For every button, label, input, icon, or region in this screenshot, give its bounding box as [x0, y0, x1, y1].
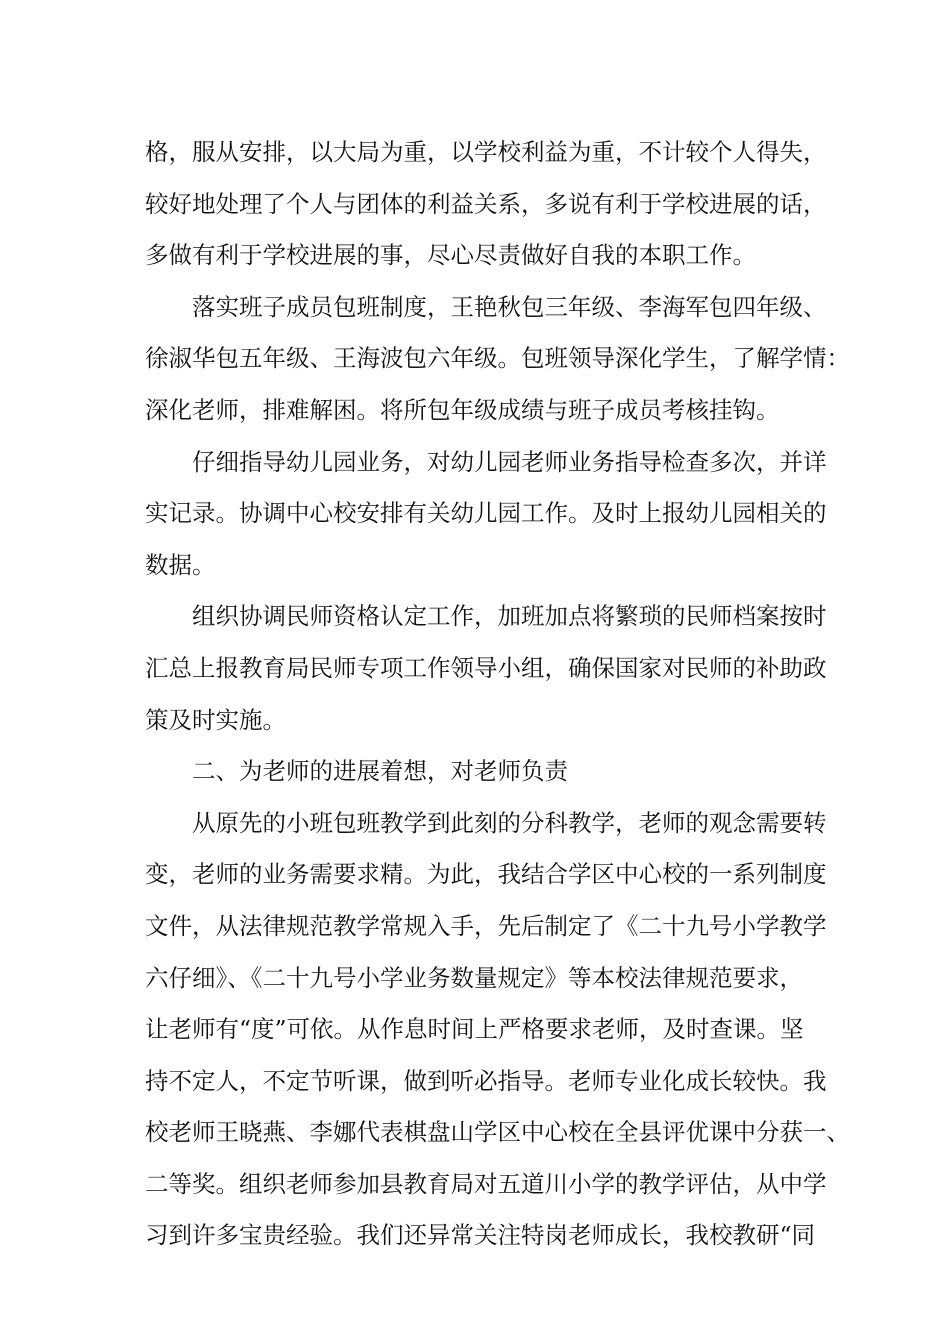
- text-line: 徐淑华包五年级、王海波包六年级。包班领导深化学生，了解学情：: [145, 344, 850, 373]
- text-line: 格，服从安排，以大局为重，以学校利益为重，不计较个人得失，: [145, 138, 827, 166]
- text-line: 持不定人，不定节听课，做到听必指导。老师专业化成长较快。我: [145, 1066, 827, 1095]
- text-line: 较好地处理了个人与团体的利益关系，多说有利于学校进展的话，: [145, 189, 827, 218]
- text-line: 多做有利于学校进展的事，尽心尽责做好自我的本职工作。: [145, 241, 756, 270]
- text-line: 数据。: [145, 550, 216, 579]
- text-line: 深化老师，排难解困。将所包年级成绩与班子成员考核挂钩。: [145, 395, 780, 424]
- text-line: 习到许多宝贵经验。我们还异常关注特岗老师成长，我校教研“同: [145, 1221, 816, 1250]
- text-line: 实记录。协调中心校安排有关幼儿园工作。及时上报幼儿园相关的: [145, 499, 827, 528]
- text-line: 汇总上报教育局民师专项工作领导小组，确保国家对民师的补助政: [145, 653, 827, 682]
- text-line: 仔细指导幼儿园业务，对幼儿园老师业务指导检查多次，并详: [192, 447, 827, 476]
- text-line: 二等奖。组织老师参加县教育局对五道川小学的教学评估，从中学: [145, 1169, 827, 1198]
- text-line: 让老师有“度”可依。从作息时间上严格要求老师，及时查课。坚: [145, 1015, 804, 1044]
- text-line: 策及时实施。: [145, 705, 286, 734]
- section-heading: 二、为老师的进展着想，对老师负责: [192, 757, 568, 786]
- text-line: 变，老师的业务需要求精。为此，我结合学区中心校的一系列制度: [145, 860, 827, 889]
- text-line: 落实班子成员包班制度，王艳秋包三年级、李海军包四年级、: [192, 292, 827, 321]
- document-body: [145, 127, 850, 1262]
- text-line: 校老师王晓燕、李娜代表棋盘山学区中心校在全县评优课中分获一、: [145, 1118, 850, 1147]
- text-line: 组织协调民师资格认定工作，加班加点将繁琐的民师档案按时: [192, 602, 827, 631]
- text-line: 文件，从法律规范教学常规入手，先后制定了《二十九号小学教学: [145, 911, 827, 940]
- text-line: 从原先的小班包班教学到此刻的分科教学，老师的观念需要转: [192, 808, 827, 837]
- text-line: 六仔细》、《二十九号小学业务数量规定》等本校法律规范要求，: [145, 963, 803, 992]
